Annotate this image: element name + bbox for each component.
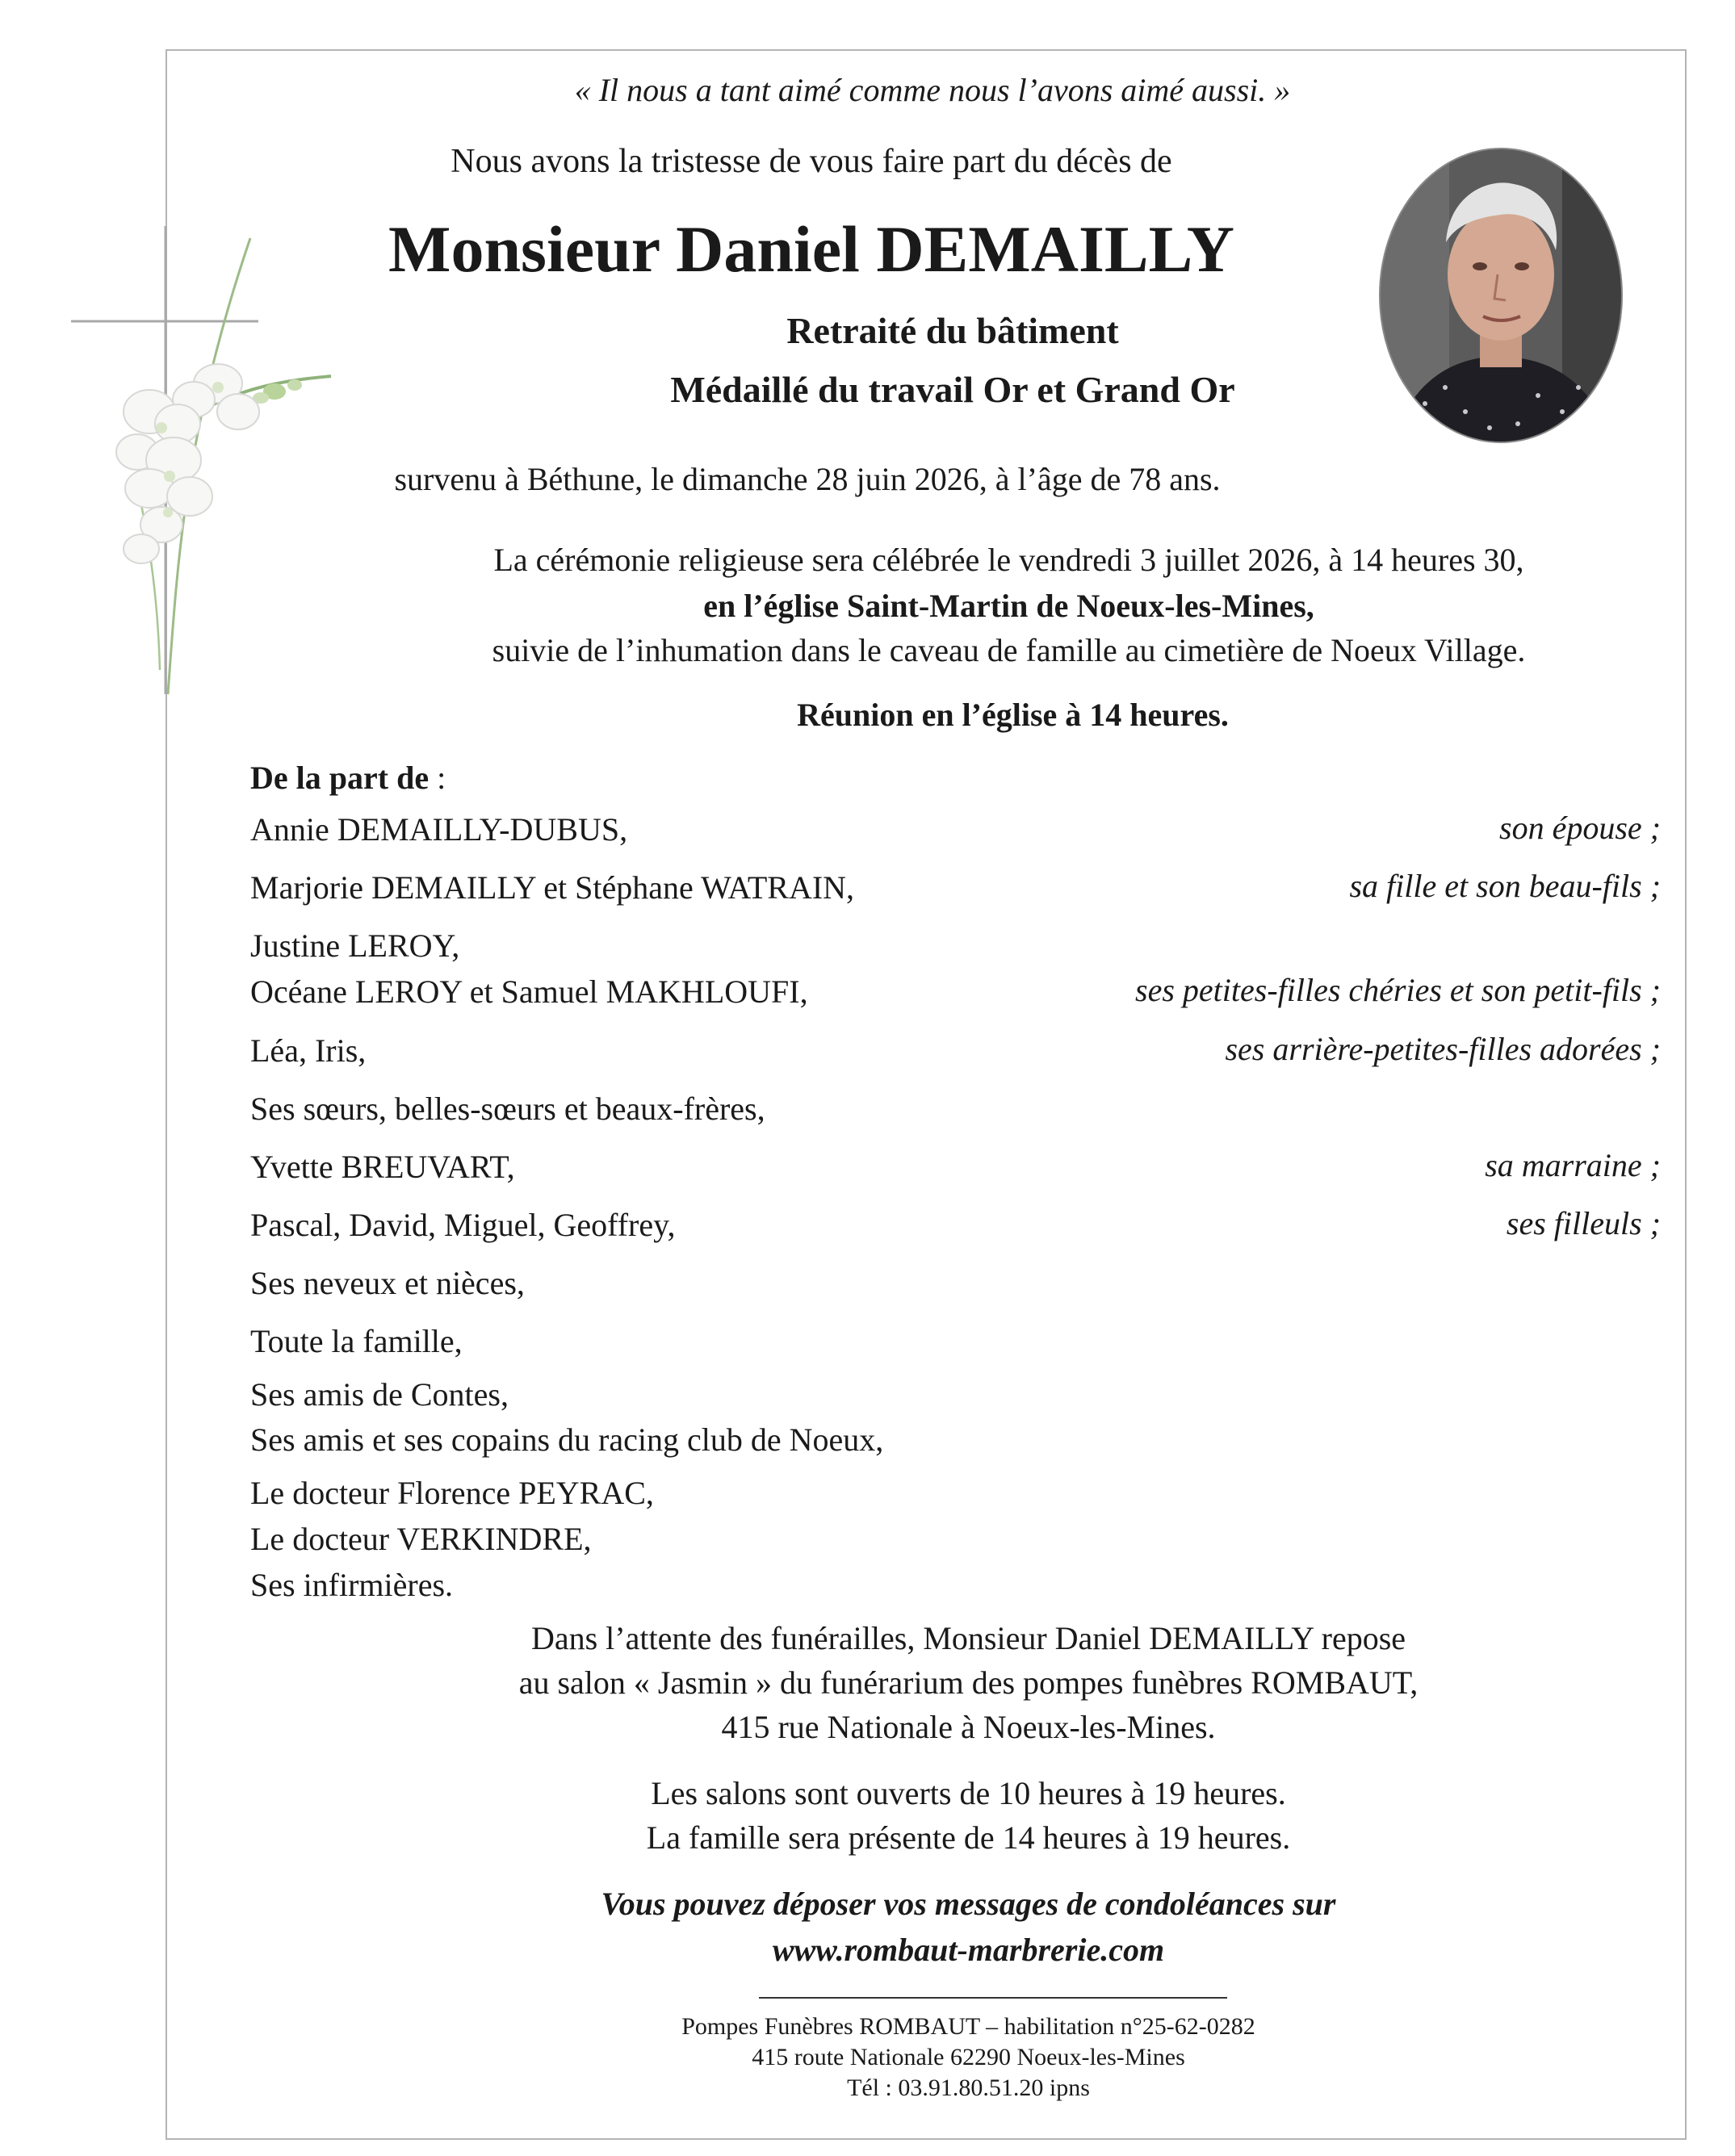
family-relation: son épouse ; xyxy=(1499,810,1661,846)
announcement-intro: Nous avons la tristesse de vous faire part du décès de xyxy=(451,143,1172,180)
family-member: Annie DEMAILLY-DUBUS, xyxy=(250,811,628,848)
family-member: Marjorie DEMAILLY et Stéphane WATRAIN, xyxy=(250,869,855,906)
family-member: Le docteur Florence PEYRAC, xyxy=(250,1475,654,1511)
family-member: Ses infirmières. xyxy=(250,1567,454,1603)
family-member: Ses amis de Contes, xyxy=(250,1376,509,1413)
family-member: Océane LEROY et Samuel MAKHLOUFI, xyxy=(250,973,808,1010)
ceremony-location: en l’église Saint-Martin de Noeux-les-Mines, xyxy=(703,588,1314,624)
family-relation: sa fille et son beau-fils ; xyxy=(1349,868,1661,904)
funeral-home-phone: Tél : 03.91.80.51.20 ipns xyxy=(847,2074,1090,2101)
family-member: Ses neveux et nièces, xyxy=(250,1265,525,1301)
family-relation: ses filleuls ; xyxy=(1506,1205,1661,1241)
deceased-title-1: Retraité du bâtiment xyxy=(786,310,1119,351)
death-details: survenu à Béthune, le dimanche 28 juin 2026, à l’âge de 78 ans. xyxy=(394,461,1221,497)
funeral-home-name: Pompes Funèbres ROMBAUT – habilitation n°25-62-0282 xyxy=(681,2013,1255,2040)
family-presence-hours: La famille sera présente de 14 heures à 19 heures. xyxy=(646,1819,1291,1856)
ceremony-line-3: suivie de l’inhumation dans le caveau de famille au cimetière de Noeux Village. xyxy=(492,632,1526,668)
epigraph-quote: « Il nous a tant aimé comme nous l’avons aimé aussi. » xyxy=(574,72,1291,108)
family-heading-colon: : xyxy=(429,760,446,796)
family-member: Justine LEROY, xyxy=(250,927,460,964)
family-heading xyxy=(250,759,446,797)
resting-place-line-2: au salon « Jasmin » du funérarium des pompes funèbres ROMBAUT, xyxy=(518,1664,1419,1701)
family-relation: ses petites-filles chéries et son petit-fils ; xyxy=(1135,972,1661,1008)
ceremony-line-1: La cérémonie religieuse sera célébrée le vendredi 3 juillet 2026, à 14 heures 30, xyxy=(493,542,1524,578)
resting-place-address: 415 rue Nationale à Noeux-les-Mines. xyxy=(721,1709,1216,1745)
funeral-home-address: 415 route Nationale 62290 Noeux-les-Mines xyxy=(752,2044,1185,2070)
condolences-text: Vous pouvez déposer vos messages de condoléances sur xyxy=(601,1886,1336,1922)
resting-place-line-1: Dans l’attente des funérailles, Monsieur Daniel DEMAILLY repose xyxy=(530,1620,1406,1656)
reunion-time: Réunion en l’église à 14 heures. xyxy=(797,697,1229,733)
family-member: Toute la famille, xyxy=(250,1323,463,1359)
family-member: Ses amis et ses copains du racing club de Noeux, xyxy=(250,1421,884,1458)
condolences-url-link[interactable]: www.rombaut-marbrerie.com xyxy=(772,1932,1165,1968)
visiting-hours: Les salons sont ouverts de 10 heures à 19 heures. xyxy=(651,1775,1286,1811)
family-member: Léa, Iris, xyxy=(250,1032,367,1069)
family-relation: sa marraine ; xyxy=(1485,1147,1661,1183)
footer-divider xyxy=(759,1997,1227,1999)
family-member: Yvette BREUVART, xyxy=(250,1149,515,1185)
family-member: Pascal, David, Miguel, Geoffrey, xyxy=(250,1207,676,1243)
family-member: Ses sœurs, belles-sœurs et beaux-frères, xyxy=(250,1091,765,1127)
family-relation: ses arrière-petites-filles adorées ; xyxy=(1225,1031,1661,1067)
deceased-name: Monsieur Daniel DEMAILLY xyxy=(388,212,1234,286)
deceased-title-2: Médaillé du travail Or et Grand Or xyxy=(670,369,1235,410)
family-member: Le docteur VERKINDRE, xyxy=(250,1521,592,1557)
family-heading-text: De la part de xyxy=(250,760,430,796)
